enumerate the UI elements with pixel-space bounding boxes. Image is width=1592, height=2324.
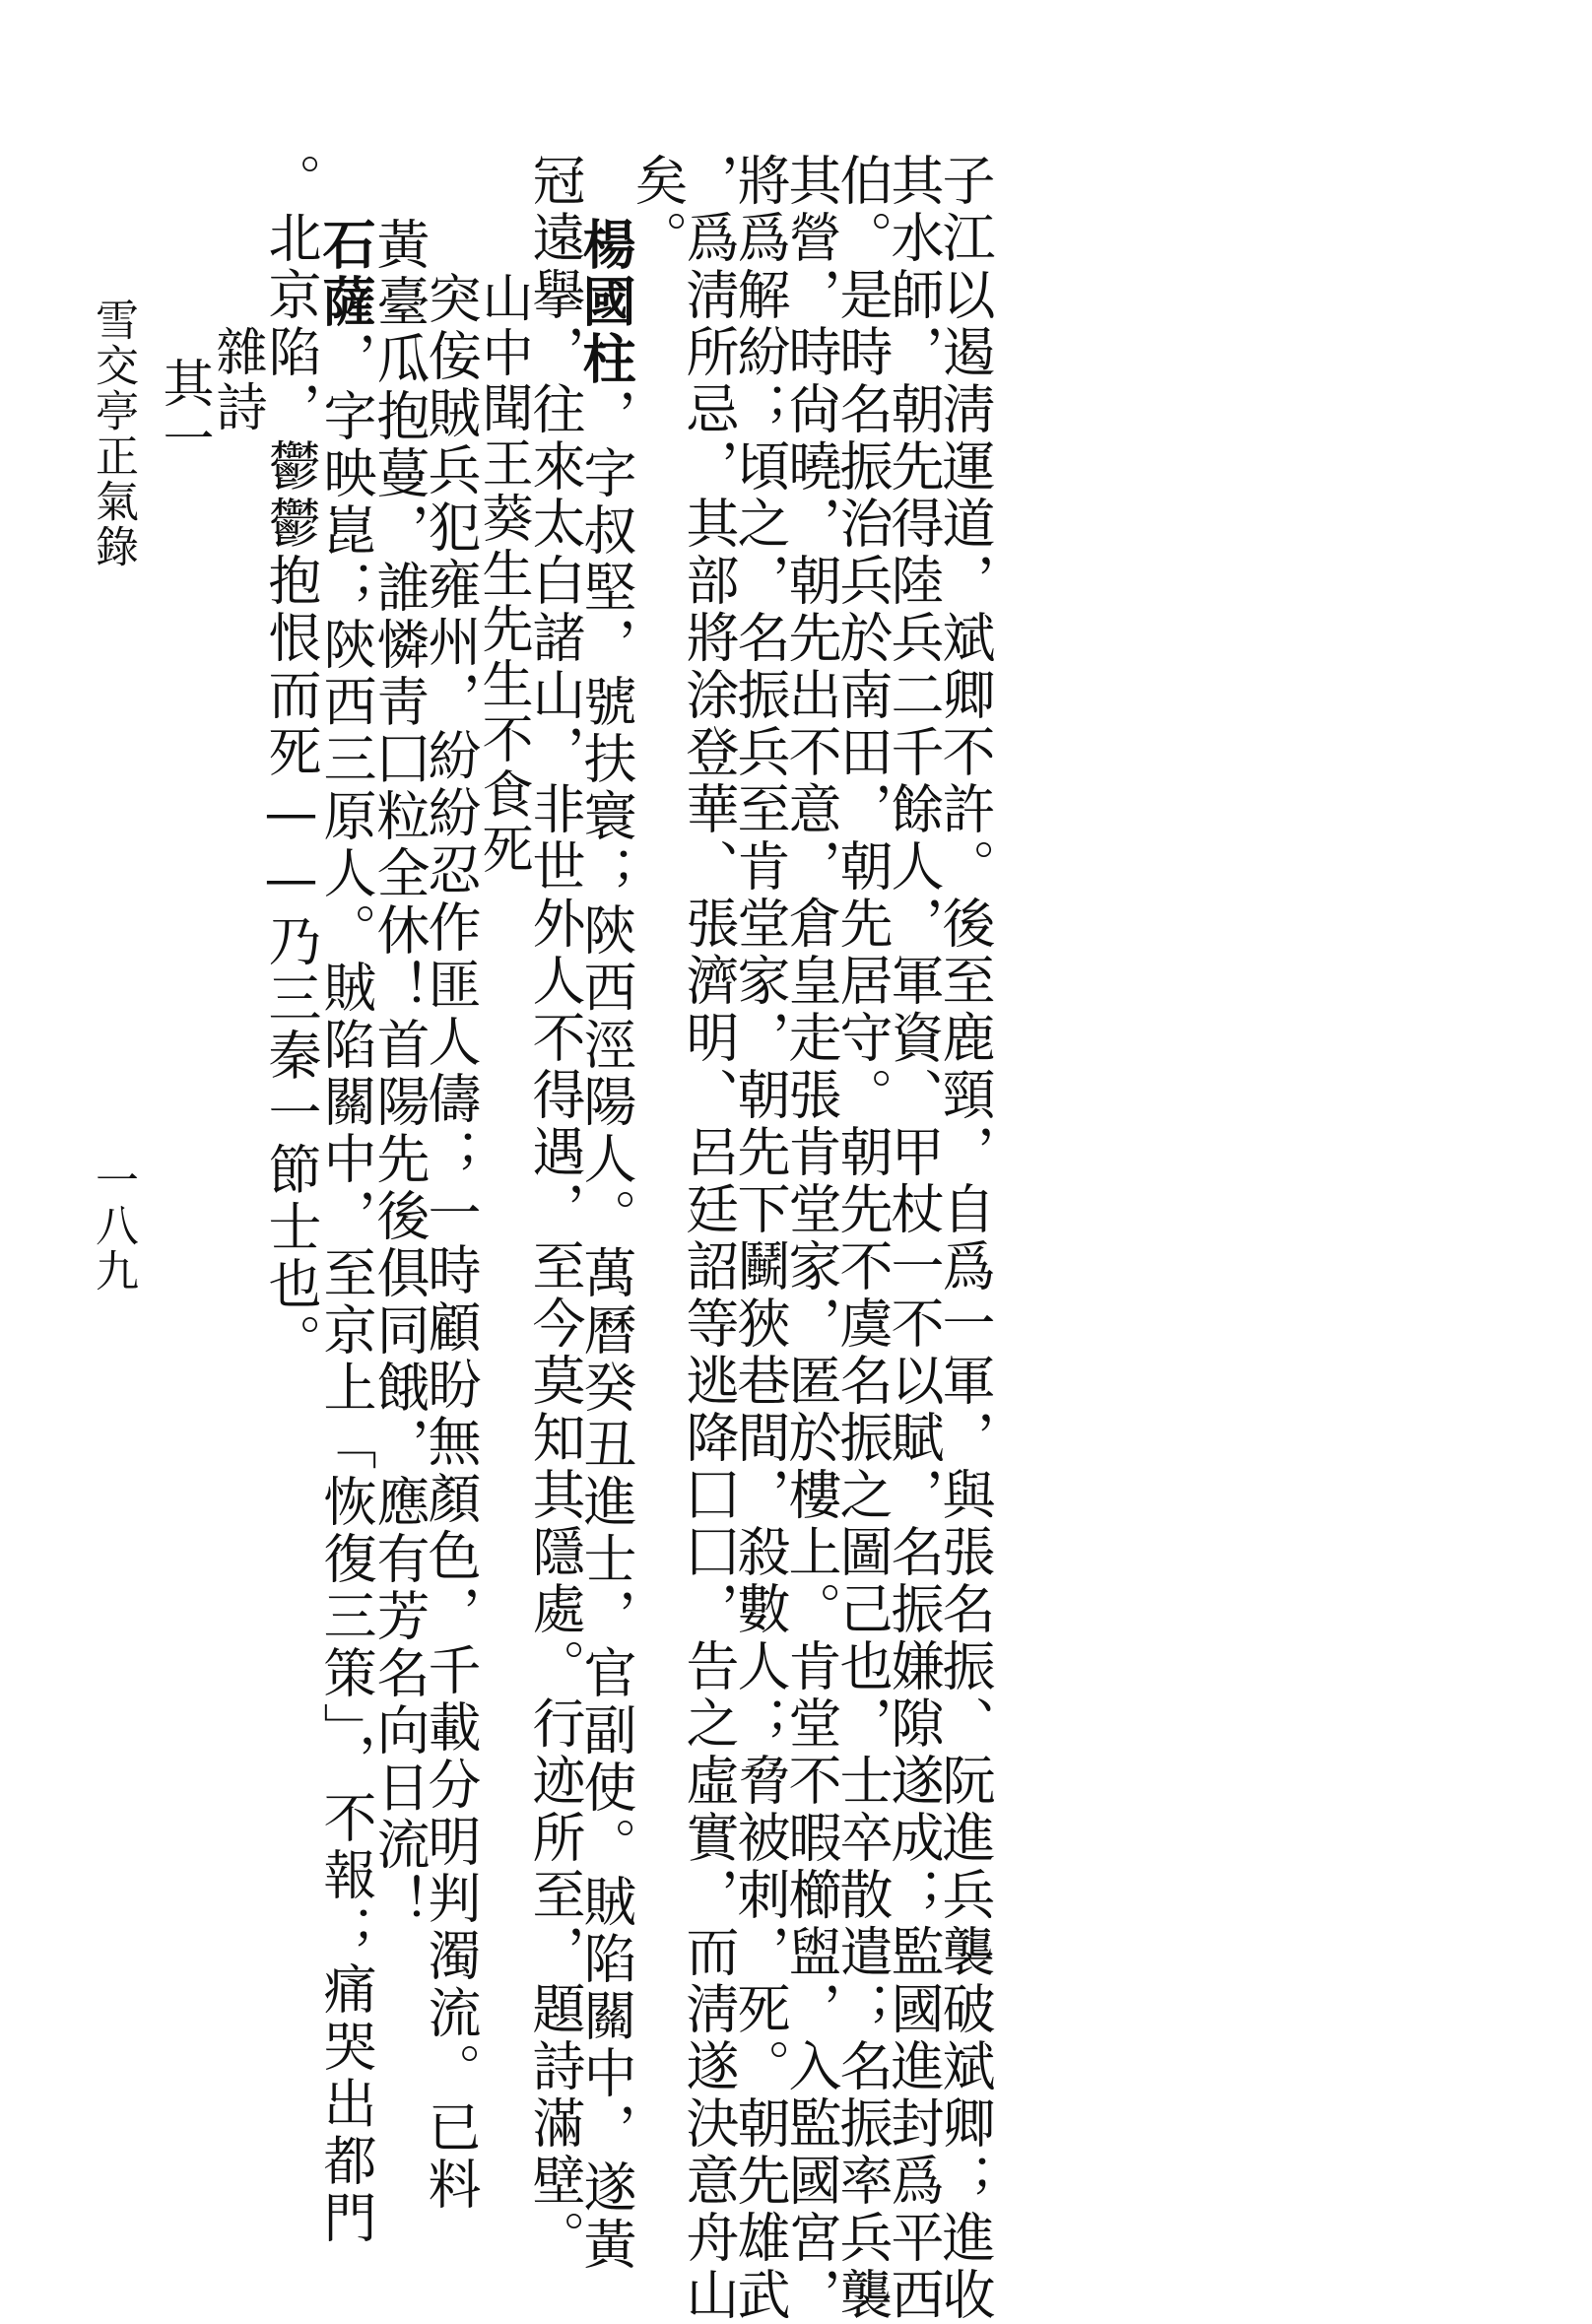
- text-column: 子江以遏淸運道，斌卿不許。後至鹿頸，自爲一軍，與張名振、阮進兵襲破斌卿；進收: [934, 153, 996, 2324]
- text-column: 伯。是時名振治兵於南田，朝先居守。朝先不虞名振之圖己也，士卒散遣；名振率兵襲: [831, 153, 894, 2324]
- text-column: 將爲解紛；頃之，名振兵至肯堂家，朝先下鬭狹巷間，殺數人；脅被刺，死。朝先雄武: [729, 153, 791, 2324]
- person-name: 楊國柱: [574, 217, 637, 388]
- text-column: [314, 217, 377, 2247]
- text-column: 冠遠擧，往來太白諸山，非世外人不得遇，至今莫知其隱處。行迹所至，題詩滿壁。: [524, 153, 586, 2267]
- text-column: ，爲淸所忌，其部將涂登華、張濟明、呂廷詔等逃降囗囗，告之虛實，而淸遂決意舟山: [678, 153, 740, 2324]
- text-column: 其營，時尙曉，朝先出不意，倉皇走張肯堂家，匿於樓上。肯堂不暇櫛盥，入監國宮，: [780, 153, 842, 2324]
- column-text: ，字叔堅，號扶寰；陝西涇陽人。萬曆癸丑進士，官副使。賊陷關中，遂黃: [575, 388, 637, 2274]
- text-column: [574, 217, 637, 2274]
- page-number: 一八九: [88, 1158, 138, 1294]
- column-text: ，字映崑；陝西三原人。賊陷關中，至京上「恢復三策」，不報；痛哭出都門: [315, 331, 377, 2247]
- poem-line: 黃臺瓜抱蔓，誰憐靑囗粒全休！首陽先後俱同餓，應有芳名向日流！: [368, 217, 431, 1931]
- poem-title: 山中聞王葵生先生不食死: [473, 271, 532, 878]
- person-name: 石薩: [314, 217, 377, 331]
- section-heading: 其一: [154, 357, 213, 467]
- text-column: 矣。: [627, 153, 689, 267]
- text-column: 其水師，朝先得陸兵二千餘人，軍資、甲杖一不以賦，名振嫌隙遂成；監國進封爲平西: [883, 153, 945, 2324]
- running-title: 雪交亭正氣錄: [88, 298, 138, 569]
- section-heading: 雜詩: [207, 325, 266, 435]
- poem-line: 突侫賊兵犯雍州，紛紛忍作匪人儔；一時顧盼無顏色，千載分明判濁流。已料: [420, 271, 482, 2214]
- text-column: 。北京陷，鬱鬱抱恨而死——乃三秦一節士也。: [260, 153, 322, 1370]
